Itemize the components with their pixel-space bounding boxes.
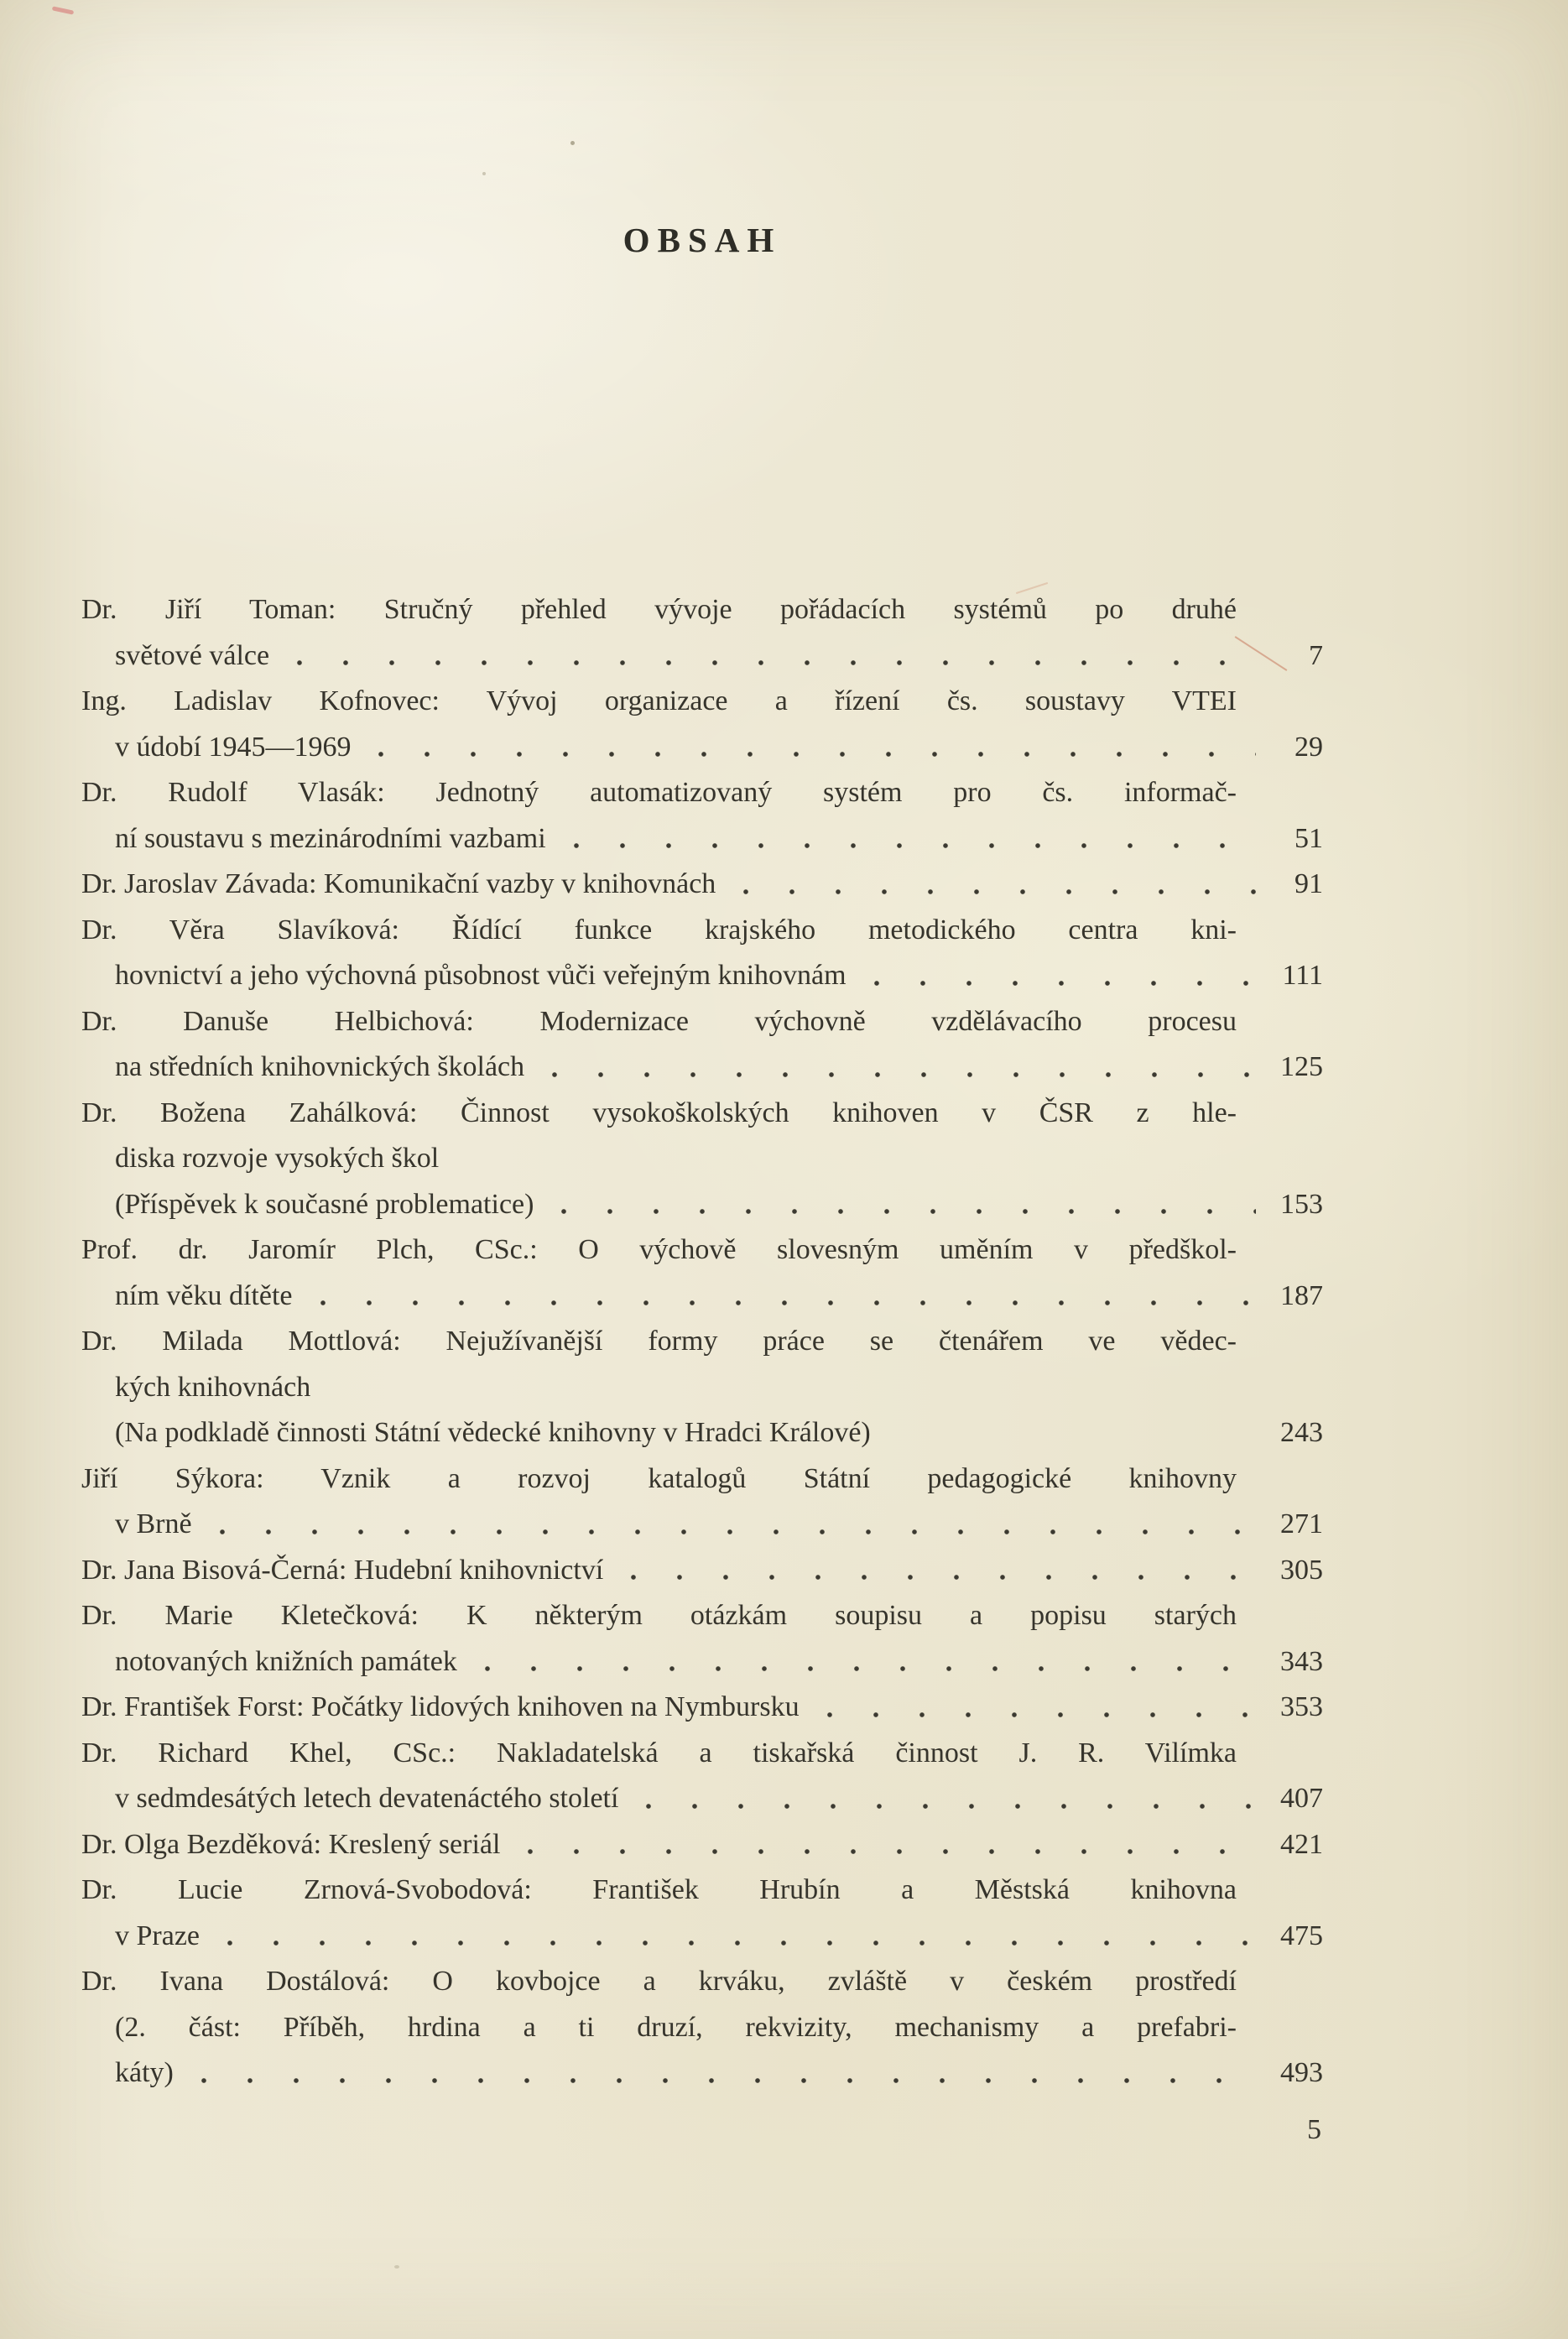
dot-leader [372,751,1256,758]
toc-line [81,953,1323,999]
toc-page-number: 187 [1280,1279,1323,1311]
page-number: 5 [1307,2114,1321,2145]
toc-entry-text: diska rozvoje vysokých škol [115,1143,440,1174]
toc-entry-text: Dr. Richard Khel, CSc.: Nakladatelská a tiskařská činnost J. R. Vilímka [81,1737,1237,1769]
toc-entry-text: Ing. Ladislav Kofnovec: Vývoj organizace a řízení čs. soustavy VTEI [81,685,1237,716]
paper-fiber-mark [52,6,74,14]
toc-page-number: 51 [1295,822,1323,854]
toc-entry-text: Dr. Rudolf Vlasák: Jednotný automatizovaný systém pro čs. informač- [81,777,1237,808]
toc-page-number: 421 [1280,1828,1323,1860]
dot-leader [221,1940,1256,1946]
toc-entry-text: (Příspěvek k současné problematice) [115,1188,534,1220]
toc-line [81,908,1323,954]
toc-entry-text: v Praze [115,1920,201,1951]
dot-leader [555,1208,1256,1215]
toc-line [81,1685,1323,1731]
toc-page-number: 29 [1295,731,1323,763]
toc-entry-text: (Na podkladě činnosti Státní vědecké knihovny v Hradci Králové) [115,1417,871,1448]
dot-leader [625,1574,1256,1581]
dot-leader [315,1300,1256,1306]
toc-page-number: 343 [1280,1645,1323,1677]
toc-entry-text: na středních knihovnických školách [115,1051,525,1082]
toc-line [81,1776,1323,1822]
toc-line [81,770,1323,816]
toc-entry-text: (2. část: Příběh, hrdina a ti druzí, rekvizity, mechanismy a prefabri- [115,2011,1237,2043]
toc-entry-text: Dr. Ivana Dostálová: O kovbojce a krváku, zvláště v českém prostředí [81,1966,1237,1997]
toc-line [81,679,1323,725]
toc-entry-text: Dr. Olga Bezděková: Kreslený seriál [81,1828,501,1860]
toc-line [81,633,1323,680]
toc-page-number: 271 [1280,1508,1323,1539]
toc-page-number: 125 [1280,1051,1323,1082]
toc-line [81,587,1323,633]
toc-line [81,1136,1323,1182]
dot-leader [214,1529,1256,1535]
toc-line [81,1182,1323,1228]
dot-leader [568,842,1256,849]
toc-entry-text: ním věku dítěte [115,1279,293,1311]
toc-line [81,1274,1323,1320]
table-of-contents [81,587,1323,2097]
toc-entry-text: notovaných knižních památek [115,1645,457,1677]
toc-line [81,862,1323,908]
toc-page-number: 111 [1282,960,1323,991]
toc-entry-text: Dr. František Forst: Počátky lidových knihoven na Nymbursku [81,1691,800,1722]
paper-speck [570,141,575,145]
toc-line [81,1731,1323,1777]
toc-line [81,999,1323,1045]
toc-page-number: 7 [1309,639,1323,671]
toc-line [81,816,1323,862]
toc-entry-text: Dr. Božena Zahálková: Činnost vysokoškolských knihoven v ČSR z hle- [81,1097,1237,1128]
toc-entry-text: Dr. Danuše Helbichová: Modernizace výchovně vzdělávacího procesu [81,1005,1237,1037]
toc-page-number: 243 [1280,1417,1323,1448]
toc-entry-text: Dr. Věra Slavíková: Řídící funkce krajského metodického centra kni- [81,914,1237,945]
toc-entry-text: káty) [115,2057,174,2088]
toc-line [81,2050,1323,2097]
toc-entry-text: kých knihovnách [115,1371,311,1403]
toc-page-number: 305 [1280,1554,1323,1586]
toc-page-number: 407 [1280,1783,1323,1814]
dot-leader [546,1071,1256,1078]
toc-line [81,1593,1323,1639]
toc-line [81,1410,1323,1456]
toc-page-number: 353 [1280,1691,1323,1722]
toc-entry-text: Prof. dr. Jaromír Plch, CSc.: O výchově slovesným uměním v předškol- [81,1234,1237,1265]
toc-entry-text: Dr. Jaroslav Závada: Komunikační vazby v knihovnách [81,868,716,899]
toc-line [81,1091,1323,1137]
toc-entry-text: Dr. Lucie Zrnová-Svobodová: František Hrubín a Městská knihovna [81,1874,1237,1905]
dot-leader [737,888,1256,895]
toc-page-number: 493 [1280,2057,1323,2088]
toc-line [81,1868,1323,1914]
toc-entry-text: Dr. Jiří Toman: Stručný přehled vývoje pořádacích systémů po druhé [81,594,1237,625]
toc-entry-text: Dr. Milada Mottlová: Nejužívanější formy práce se čtenářem ve vědec- [81,1326,1237,1357]
toc-line [81,1959,1323,2005]
dot-leader [195,2077,1256,2084]
toc-page-number: 91 [1295,868,1323,899]
toc-line [81,1319,1323,1365]
toc-line [81,1822,1323,1868]
dot-leader [868,980,1256,987]
dot-leader [479,1665,1256,1672]
toc-line [81,1639,1323,1685]
toc-entry-text: Dr. Jana Bisová-Černá: Hudební knihovnictví [81,1554,604,1586]
toc-line [81,1914,1323,1960]
toc-entry-text: v sedmdesátých letech devatenáctého století [115,1783,619,1814]
toc-entry-text: v údobí 1945—1969 [115,731,352,763]
toc-page-number: 475 [1280,1920,1323,1951]
toc-line [81,725,1323,771]
toc-line [81,2005,1323,2051]
dot-leader [640,1803,1256,1810]
toc-line [81,1456,1323,1503]
paper-speck [482,172,486,175]
paper-speck [394,2265,399,2269]
dot-leader [522,1848,1256,1855]
toc-line [81,1548,1323,1594]
toc-entry-text: ní soustavu s mezinárodními vazbami [115,822,546,854]
toc-entry-text: hovnictví a jeho výchovná působnost vůči veřejným knihovnám [115,960,847,991]
toc-entry-text: v Brně [115,1508,192,1539]
toc-entry-text: Jiří Sýkora: Vznik a rozvoj katalogů Státní pedagogické knihovny [81,1462,1237,1494]
toc-line [81,1502,1323,1548]
dot-leader [291,659,1256,666]
toc-line [81,1365,1323,1411]
toc-entry-text: světové válce [115,639,270,671]
dot-leader [893,1437,1256,1444]
toc-line [81,1044,1323,1091]
dot-leader [821,1711,1256,1718]
toc-line [81,1227,1323,1274]
toc-entry-text: Dr. Marie Kletečková: K některým otázkám soupisu a popisu starých [81,1600,1237,1631]
toc-page-number: 153 [1280,1188,1323,1220]
page-title: OBSAH [623,221,782,259]
